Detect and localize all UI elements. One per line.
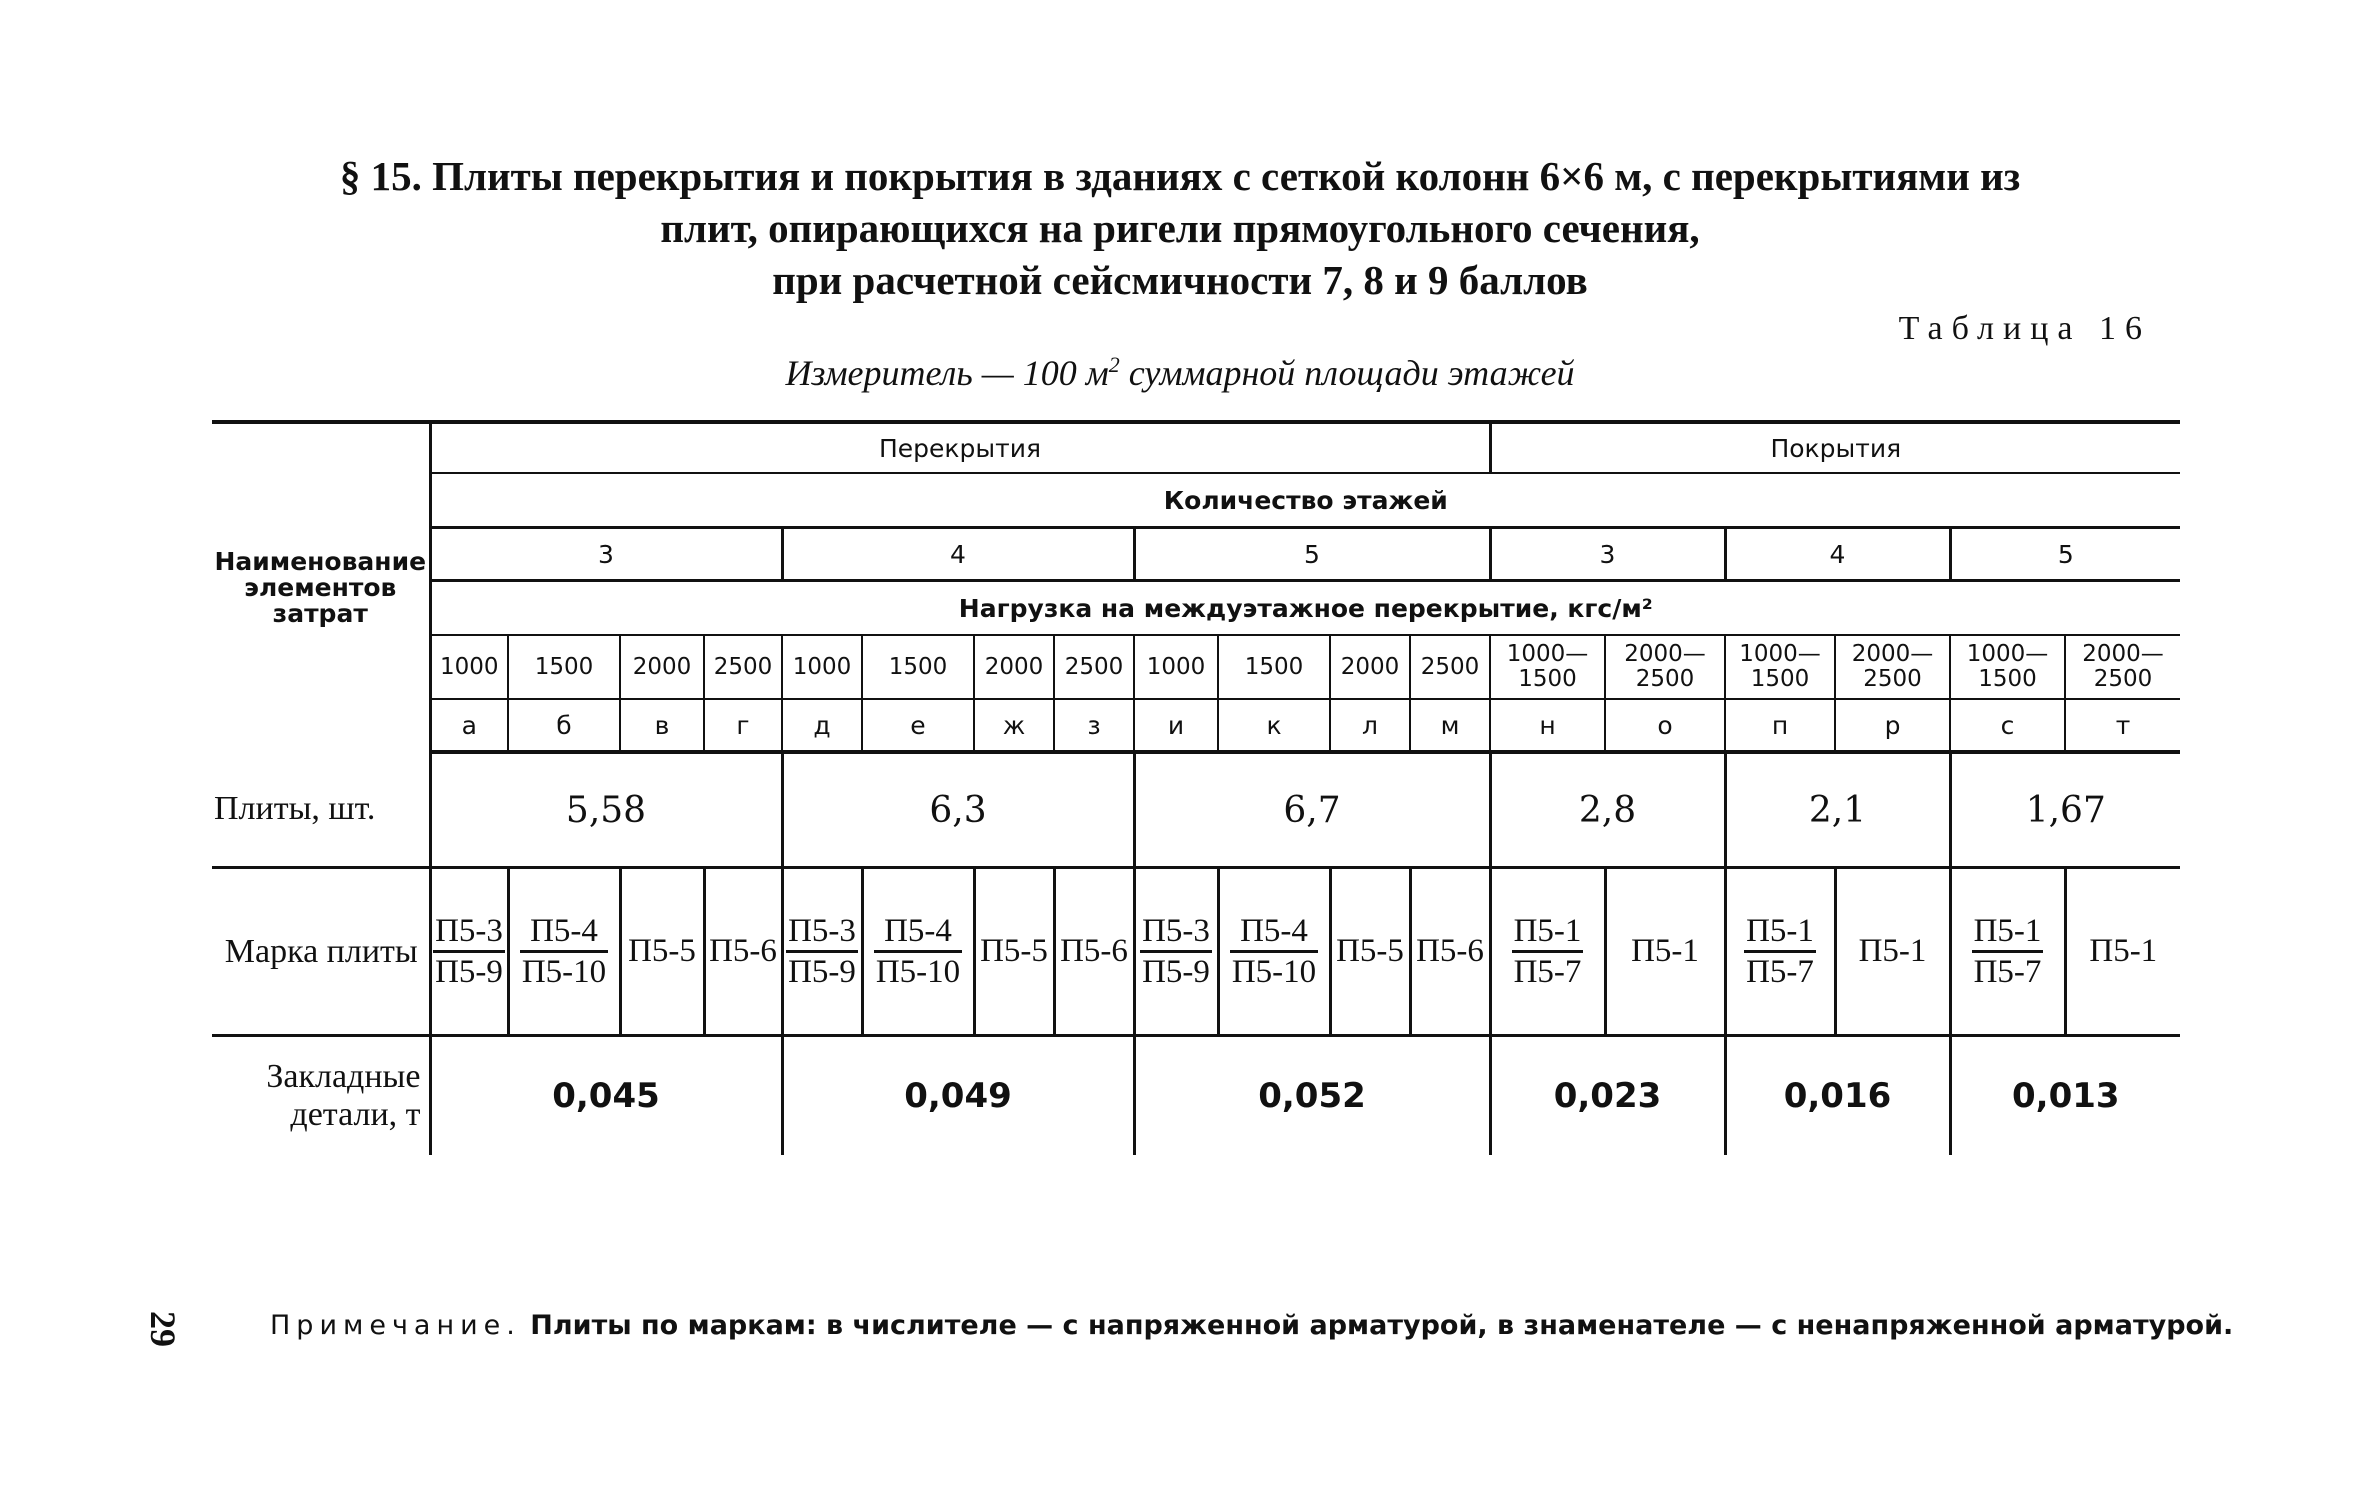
mark-numerator: П5-1 <box>1744 912 1816 953</box>
letters-row <box>212 699 2180 752</box>
plates-value: 1,67 <box>1950 752 2180 868</box>
embedded-row <box>212 1036 2180 1156</box>
mark-cell <box>1218 868 1330 1036</box>
mark-numerator: П5-1 <box>1512 912 1584 953</box>
mark-cell <box>862 868 974 1036</box>
mark-numerator: П5-3 <box>1140 912 1212 953</box>
mark-cell: П5-6 <box>704 868 782 1036</box>
load-cell: 2000 <box>1330 635 1410 699</box>
load-cell: 2500 <box>704 635 782 699</box>
column-letter: г <box>704 699 782 752</box>
floors-5-b: 5 <box>1950 528 2180 581</box>
page-number: 29 <box>143 1311 183 1347</box>
measure-text: Измеритель — 100 м <box>785 353 1109 393</box>
load-cell: 1000— 1500 <box>1490 635 1605 699</box>
loads-row <box>212 635 2180 699</box>
mark-denominator: П5-7 <box>1973 954 2042 990</box>
column-letter: а <box>430 699 508 752</box>
embedded-value: 0,049 <box>782 1036 1134 1156</box>
mark-denominator: П5-7 <box>1746 954 1814 990</box>
mark-cell: П5-6 <box>1054 868 1134 1036</box>
cost-table <box>212 420 2180 1155</box>
load-cell: 1000 <box>1134 635 1218 699</box>
mark-cell <box>430 868 508 1036</box>
column-letter: п <box>1725 699 1835 752</box>
column-letter: и <box>1134 699 1218 752</box>
floors-3-b: 3 <box>1490 528 1725 581</box>
mark-denominator: П5-9 <box>435 954 503 990</box>
mark-cell <box>1134 868 1218 1036</box>
mark-denominator: П5-9 <box>788 954 856 990</box>
load-cell: 2000— 2500 <box>1605 635 1725 699</box>
section-heading <box>200 150 2160 306</box>
load-cell: 2000 <box>974 635 1054 699</box>
column-letter: е <box>862 699 974 752</box>
load-cell: 1000— 1500 <box>1950 635 2065 699</box>
embedded-value: 0,045 <box>430 1036 782 1156</box>
plates-value: 6,3 <box>782 752 1134 868</box>
plates-value: 2,8 <box>1490 752 1725 868</box>
measure-unit <box>200 352 2160 394</box>
load-cell: 1500 <box>508 635 620 699</box>
mark-numerator: П5-4 <box>874 912 962 953</box>
load-cell: 1000— 1500 <box>1725 635 1835 699</box>
mark-denominator: П5-10 <box>521 954 607 990</box>
floors-4-a: 4 <box>782 528 1134 581</box>
floors-3-a: 3 <box>430 528 782 581</box>
embedded-label: Закладные детали, т <box>212 1036 430 1156</box>
load-cell: 2000— 2500 <box>1835 635 1950 699</box>
floors-5-a: 5 <box>1134 528 1490 581</box>
measure-sup: 2 <box>1108 352 1120 377</box>
mark-label: Марка плиты <box>212 868 430 1036</box>
column-letter: с <box>1950 699 2065 752</box>
column-letter: р <box>1835 699 1950 752</box>
column-letter: з <box>1054 699 1134 752</box>
load-cell: 1000 <box>430 635 508 699</box>
plates-value: 5,58 <box>430 752 782 868</box>
group-roof-header: Покрытия <box>1490 422 2180 473</box>
column-letter: ж <box>974 699 1054 752</box>
mark-numerator: П5-4 <box>520 912 608 953</box>
plates-label: Плиты, шт. <box>212 752 430 868</box>
mark-cell <box>508 868 620 1036</box>
column-letter: в <box>620 699 704 752</box>
embedded-value: 0,016 <box>1725 1036 1950 1156</box>
load-cell: 1000 <box>782 635 862 699</box>
mark-numerator: П5-4 <box>1230 912 1318 953</box>
column-letter: м <box>1410 699 1490 752</box>
measure-rest: суммарной площади этажей <box>1119 353 1575 393</box>
load-cell: 2000— 2500 <box>2065 635 2180 699</box>
mark-cell <box>1725 868 1835 1036</box>
mark-denominator: П5-10 <box>875 954 961 990</box>
load-cell: 2500 <box>1410 635 1490 699</box>
column-letter: о <box>1605 699 1725 752</box>
mark-numerator: П5-3 <box>433 912 505 953</box>
plates-value: 6,7 <box>1134 752 1490 868</box>
load-cell: 1500 <box>1218 635 1330 699</box>
column-letter: б <box>508 699 620 752</box>
plates-value: 2,1 <box>1725 752 1950 868</box>
marks-row <box>212 868 2180 1036</box>
floors-4-b: 4 <box>1725 528 1950 581</box>
footnote-title: Примечание. <box>270 1310 521 1341</box>
mark-cell: П5-1 <box>1835 868 1950 1036</box>
group-floors-header: Перекрытия <box>430 422 1490 473</box>
column-letter: т <box>2065 699 2180 752</box>
column-letter: к <box>1218 699 1330 752</box>
load-cell: 2500 <box>1054 635 1134 699</box>
load-cell: 1500 <box>862 635 974 699</box>
table-number: Таблица 16 <box>1898 310 2151 347</box>
mark-cell <box>782 868 862 1036</box>
embedded-value: 0,013 <box>1950 1036 2180 1156</box>
embedded-value: 0,023 <box>1490 1036 1725 1156</box>
load-header: Нагрузка на междуэтажное перекрытие, кгс/м² <box>430 581 2180 636</box>
mark-denominator: П5-7 <box>1513 954 1582 990</box>
heading-line-3: при расчетной сейсмичности 7, 8 и 9 баллов <box>772 257 1588 303</box>
mark-cell <box>1490 868 1605 1036</box>
mark-cell: П5-5 <box>620 868 704 1036</box>
column-letter: л <box>1330 699 1410 752</box>
embedded-value: 0,052 <box>1134 1036 1490 1156</box>
plates-row <box>212 752 2180 868</box>
footnote-text: Плиты по маркам: в числителе — с напряженной арматурой, в знаменателе — с ненапряженной арматурой. <box>520 1310 2234 1341</box>
floors-count-header: Количество этажей <box>430 473 2180 528</box>
heading-line-2: плит, опирающихся на ригели прямоугольного сечения, <box>660 205 1700 251</box>
mark-cell: П5-1 <box>1605 868 1725 1036</box>
name-header: Наименование элементов затрат <box>212 422 430 752</box>
mark-denominator: П5-10 <box>1231 954 1317 990</box>
column-letter: д <box>782 699 862 752</box>
mark-numerator: П5-1 <box>1972 912 2044 953</box>
mark-numerator: П5-3 <box>786 912 858 953</box>
footnote <box>270 1310 2233 1341</box>
mark-cell: П5-1 <box>2065 868 2180 1036</box>
mark-cell: П5-5 <box>1330 868 1410 1036</box>
column-letter: н <box>1490 699 1605 752</box>
load-cell: 2000 <box>620 635 704 699</box>
heading-line-1: § 15. Плиты перекрытия и покрытия в зданиях с сеткой колонн 6×6 м, с перекрытиями из <box>339 153 2021 199</box>
mark-denominator: П5-9 <box>1142 954 1210 990</box>
mark-cell: П5-6 <box>1410 868 1490 1036</box>
mark-cell: П5-5 <box>974 868 1054 1036</box>
mark-cell <box>1950 868 2065 1036</box>
